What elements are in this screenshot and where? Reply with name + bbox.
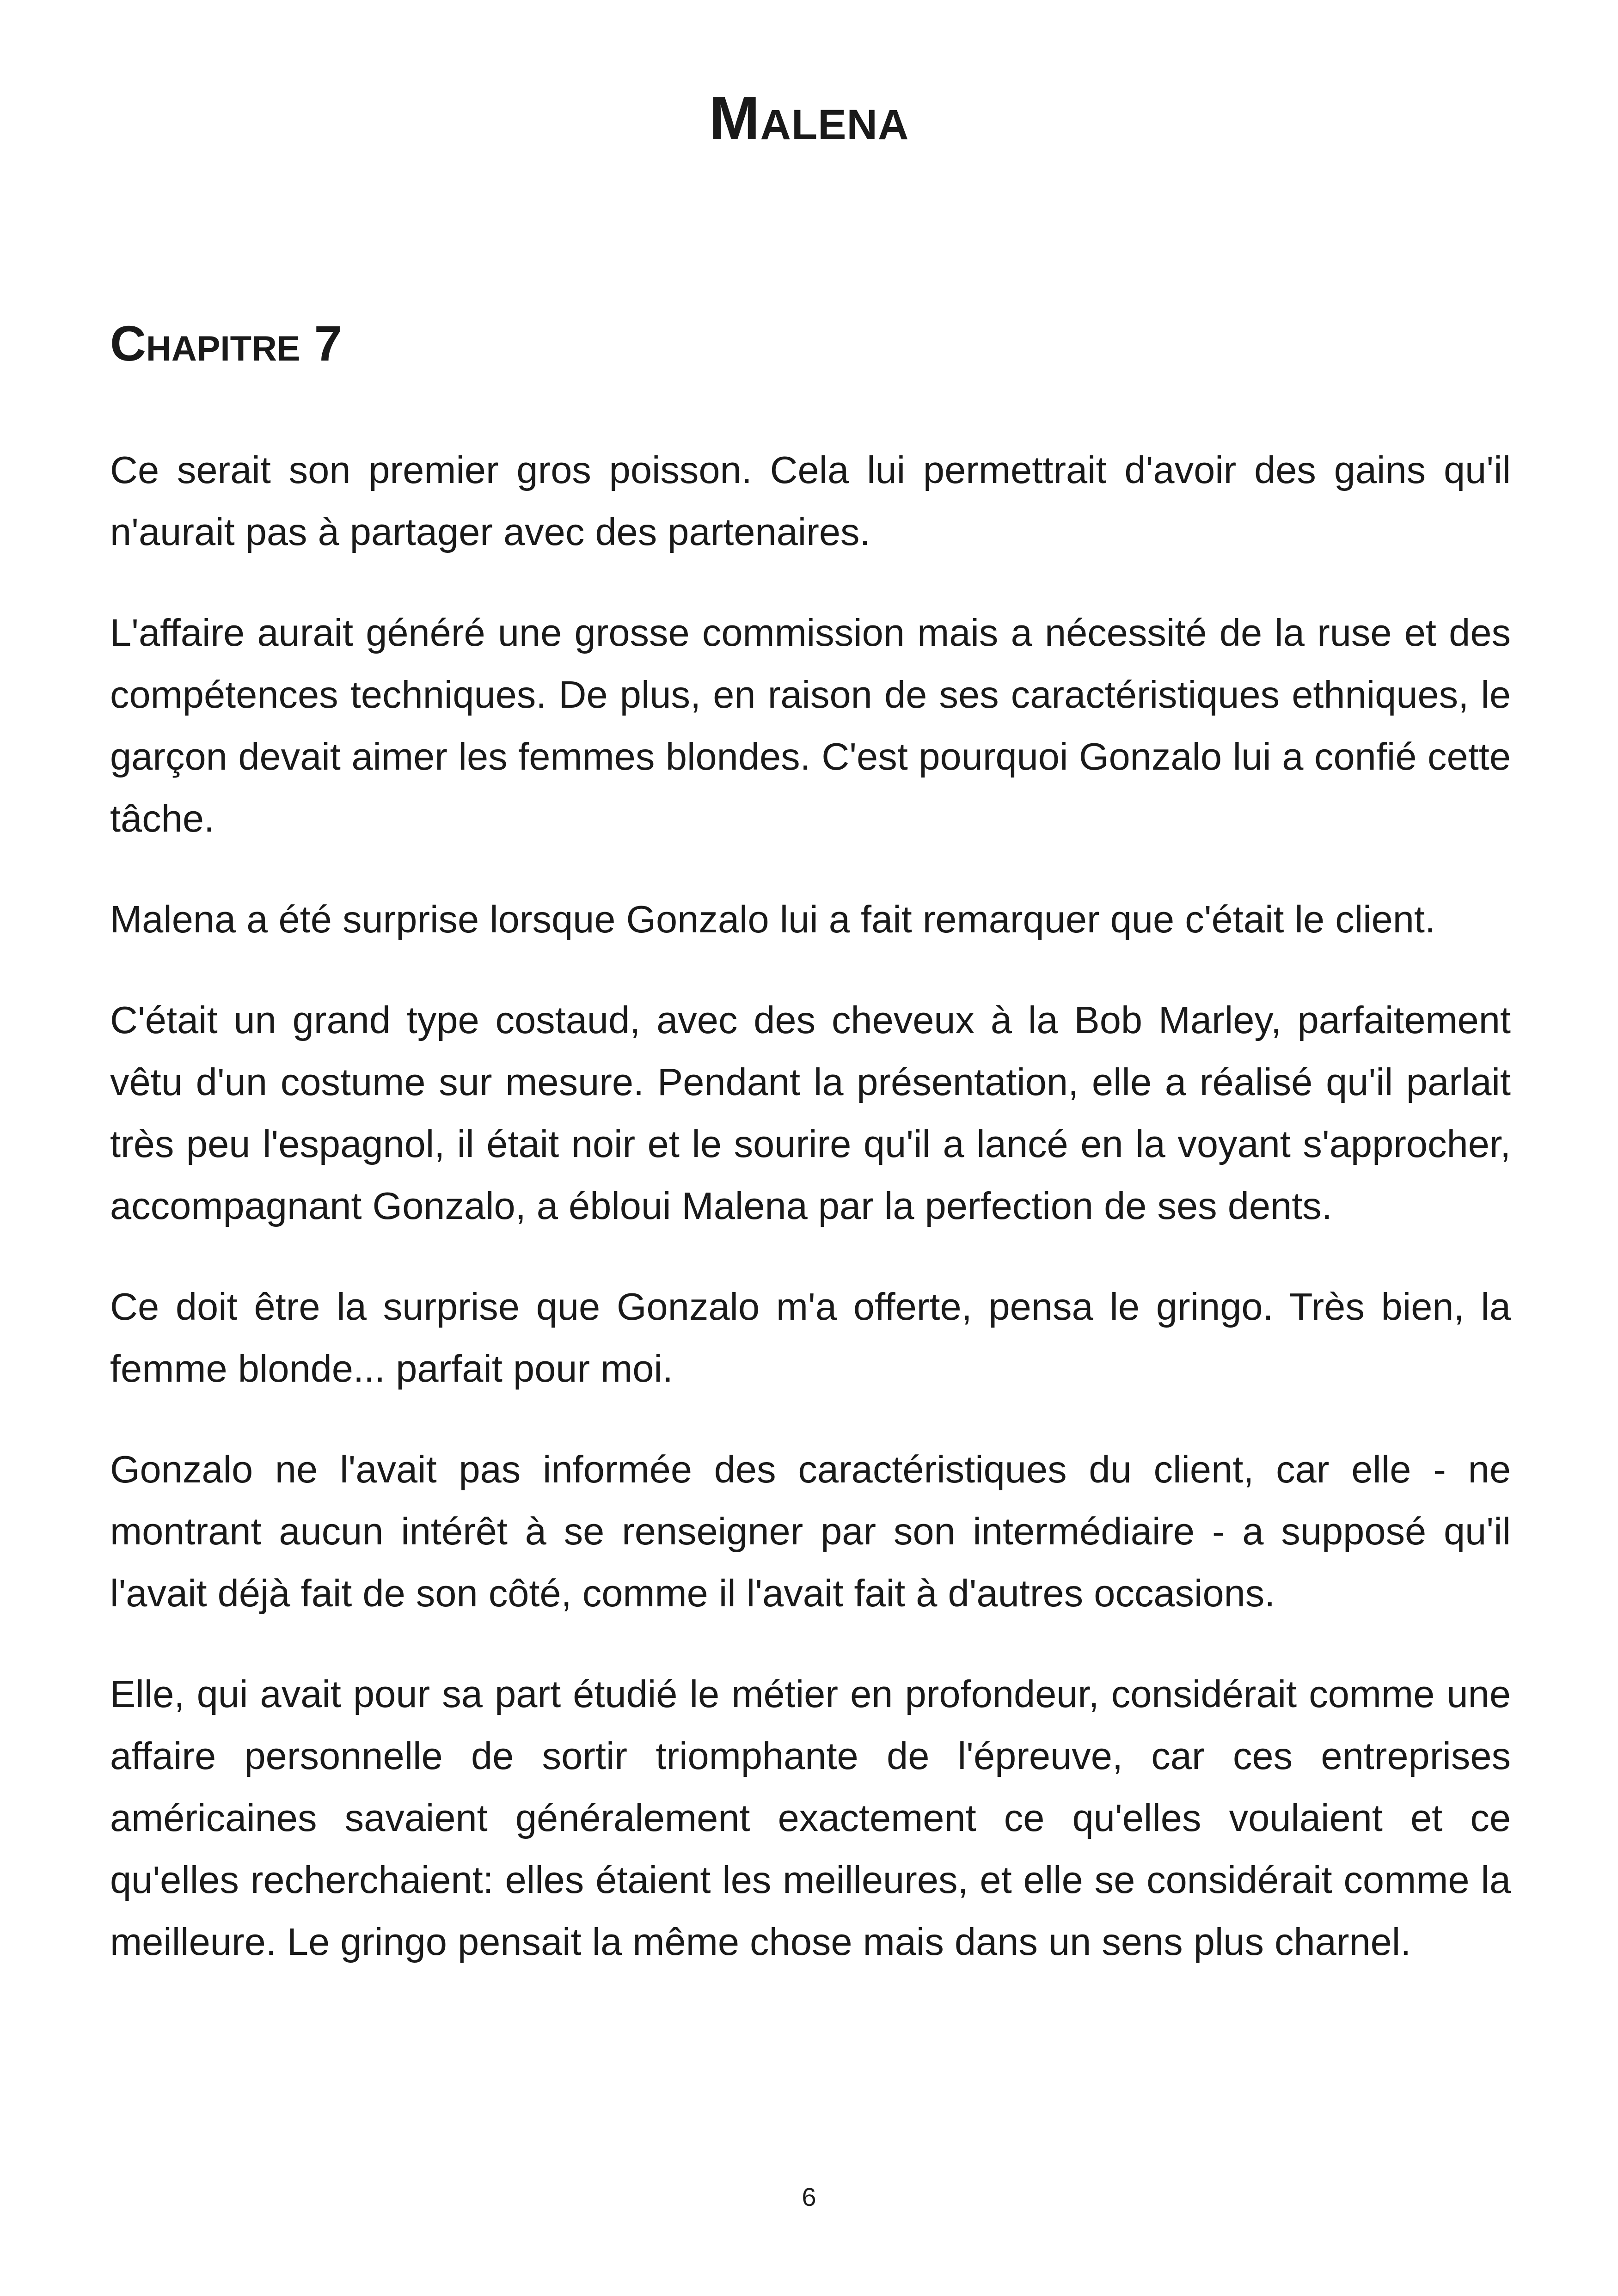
paragraph: L'affaire aurait généré une grosse commission mais a nécessité de la ruse et des compétences techniques. De plus, en raison de ses caractéristiques ethniques, le garçon devait aimer les femmes blondes. C'est pourquoi Gonzalo lui a confié cette tâche.	[110, 611, 1511, 840]
chapter-body	[110, 439, 1511, 2012]
paragraph: Gonzalo ne l'avait pas informée des caractéristiques du client, car elle - ne montrant aucun intérêt à se renseigner par son intermédiaire - a supposé qu'il l'avait déjà fait de son côté, comme il l'avait fait à d'autres occasions.	[110, 1448, 1511, 1615]
paragraph: C'était un grand type costaud, avec des cheveux à la Bob Marley, parfaitement vêtu d'un costume sur mesure. Pendant la présentation, elle a réalisé qu'il parlait très peu l'espagnol, il était noir et le sourire qu'il a lancé en la voyant s'approcher, accompagnant Gonzalo, a ébloui Malena par la perfection de ses dents.	[110, 998, 1511, 1227]
chapter-title: Chapitre 7	[110, 315, 342, 371]
paragraph: Ce doit être la surprise que Gonzalo m'a offerte, pensa le gringo. Très bien, la femme blonde... parfait pour moi.	[110, 1285, 1511, 1390]
paragraph: Ce serait son premier gros poisson. Cela lui permettrait d'avoir des gains qu'il n'aurait pas à partager avec des partenaires.	[110, 448, 1511, 553]
paragraph: Malena a été surprise lorsque Gonzalo lui a fait remarquer que c'était le client.	[110, 898, 1436, 941]
paragraph: Elle, qui avait pour sa part étudié le métier en profondeur, considérait comme une affaire personnelle de sortir triomphante de l'épreuve, car ces entreprises américaines savaient généralement exactement ce qu'elles voulaient et ce qu'elles recherchaient: elles étaient les meilleures, et elle se considérait comme la meilleure. Le gringo pensait la même chose mais dans un sens plus charnel.	[110, 1672, 1511, 1963]
book-title: Malena	[709, 84, 909, 152]
page-number: 6	[802, 2182, 816, 2211]
